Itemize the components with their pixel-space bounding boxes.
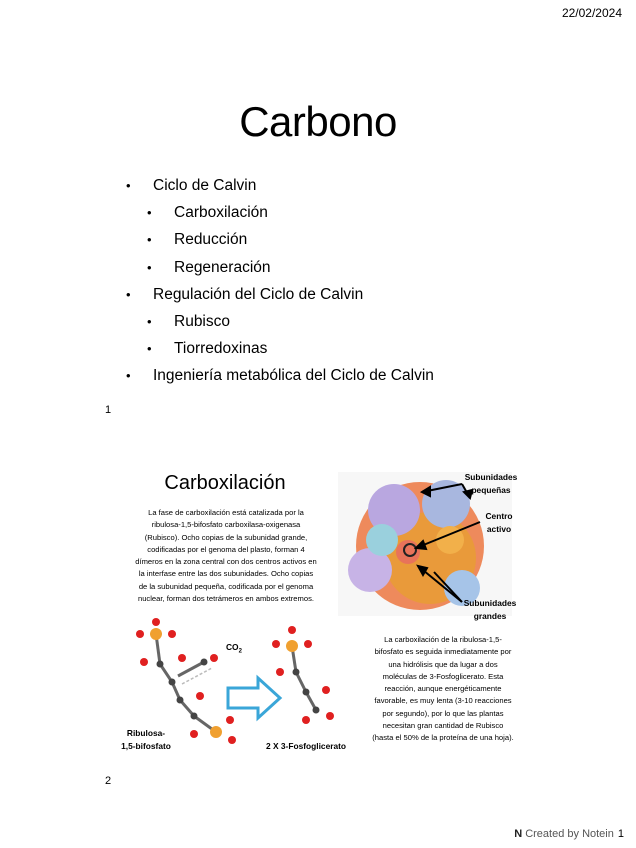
slide1-title: Carbono (239, 98, 397, 145)
label-large-subunits: Subunidades grandes (463, 598, 517, 621)
outline-item: • Regeneración (120, 254, 434, 281)
label-small-subunits: Subunidades pequeñas (464, 472, 518, 495)
footer (514, 828, 624, 840)
slide1-outline (120, 172, 434, 390)
bullet-icon: • (147, 259, 152, 275)
footer-page-number: 1 (617, 828, 624, 840)
bullet-icon: • (147, 232, 152, 248)
outline-item: • Reducción (120, 226, 434, 253)
outline-item: • Tiorredoxinas (120, 335, 434, 362)
bullet-icon: • (147, 341, 152, 357)
outline-item: • Ciclo de Calvin (120, 172, 434, 199)
bullet-icon: • (147, 313, 152, 329)
label-phosphoglycerate: 2 X 3-Fosfoglicerato (266, 741, 347, 751)
bullet-icon: • (126, 178, 131, 193)
product-carbon-atoms (293, 669, 320, 714)
reaction-arrow-icon (228, 678, 280, 718)
label-ribulose: Ribulosa- 1,5-bifosfato (121, 728, 171, 751)
slide2-title: Carboxilación (164, 472, 286, 494)
footer-credit: Created by Notein (525, 828, 614, 840)
notein-logo-icon: N (514, 828, 523, 840)
label-active-center: Centro activo (485, 511, 513, 534)
outline-item: • Rubisco (120, 308, 434, 335)
outline-item: • Regulación del Ciclo de Calvin (120, 281, 434, 308)
subunit-blob (366, 524, 398, 556)
bullet-icon: • (147, 205, 152, 221)
ribulose-molecule (156, 634, 216, 732)
co2-label: $CO_2$ (226, 642, 242, 655)
carboxylation-reaction-diagram (120, 622, 350, 742)
product-oxygen-atoms (272, 626, 334, 724)
carboxylation-paragraph: La fase de carboxilación está catalizada por la ribulosa-1,5-bifosfato carboxilasa-oxigenasa (Rubisco). Ocho copias de la subunidad grande, codificadas por el genoma del plasto, forman 4 dímeros en la zona central con dos centros activos en la interfase entre las dos subunidades. Ocho copias de la subunidad pequeña, codificada por el genoma nuclear, forman dos tetrámeros en ambos extremos. (135, 508, 317, 604)
bullet-icon: • (126, 286, 131, 302)
slide2-page-number: 2 (105, 775, 112, 787)
date-stamp: 22/02/2024 (561, 6, 622, 20)
hydrolysis-paragraph: La carboxilación de la ribulosa-1,5- bifosfato es seguida inmediatamente por una hidrólisis que da lugar a dos moléculas de 3-Fosfoglicerato. Esta reacción, aunque energéticamente favorable, es muy lenta (3-10 reacciones por segundo), por lo que las plantas necesitan gran cantidad de Rubisco (hasta el 50% de la proteína de una hoja). (372, 635, 514, 743)
phosphorus-atoms (150, 628, 222, 738)
phosphoglycerate-molecule (292, 646, 316, 710)
bullet-icon: • (126, 368, 131, 384)
slide1-page-number: 1 (105, 404, 112, 416)
outline-item: • Carboxilación (120, 199, 434, 226)
outline-item: • Ingeniería metabólica del Ciclo de Calvin (120, 362, 434, 389)
product-phosphorus-atom (286, 640, 298, 652)
